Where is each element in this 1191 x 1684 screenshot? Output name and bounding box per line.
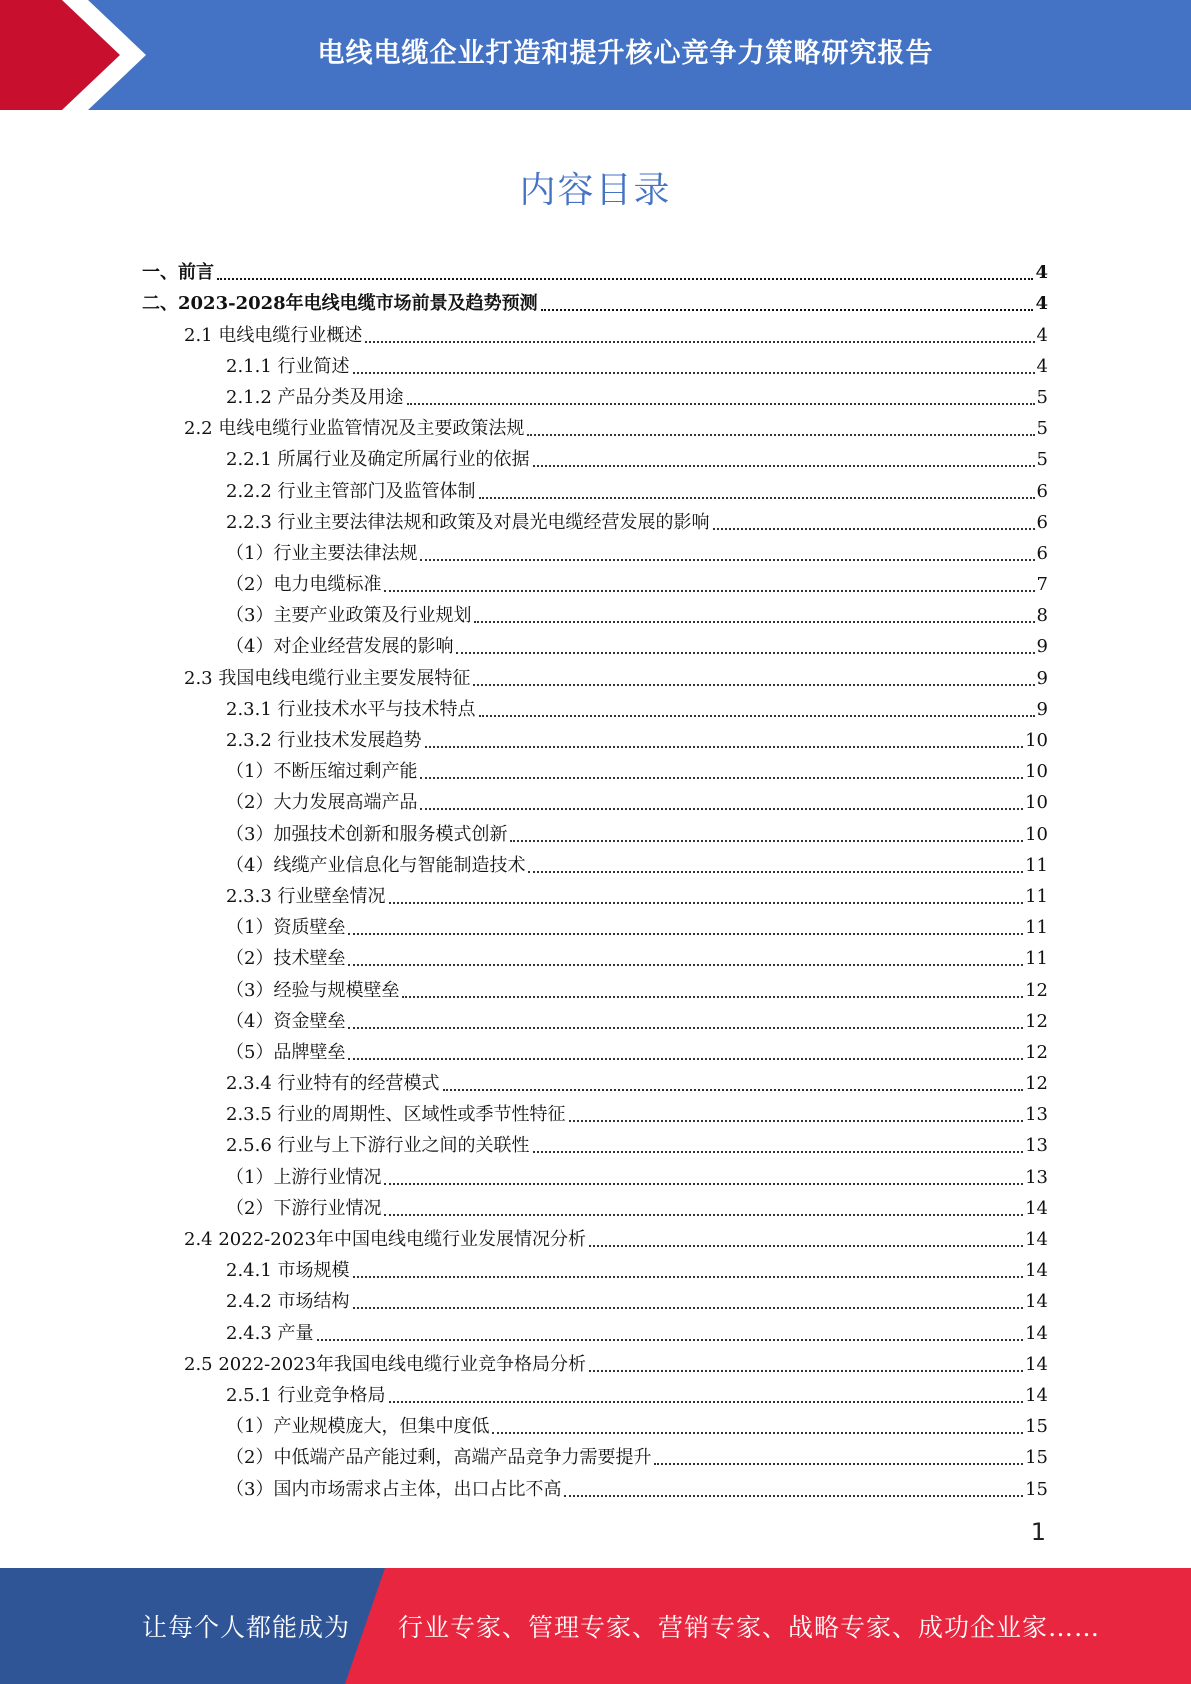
toc-entry-page: 4: [1036, 324, 1048, 346]
toc-entry[interactable]: [0, 378, 1048, 409]
toc-dot-leader: [365, 341, 1034, 343]
toc-dot-leader: [425, 746, 1024, 748]
toc-dot-leader: [713, 528, 1035, 530]
footer-slogan-left: 让每个人都能成为: [142, 1613, 351, 1642]
toc-entry[interactable]: [0, 1345, 1048, 1376]
toc-dot-leader: [217, 278, 1033, 280]
toc-entry-label: （1）资质壁垒: [226, 917, 346, 939]
toc-entry[interactable]: [0, 783, 1048, 814]
toc-entry-page: 12: [1025, 979, 1048, 1001]
toc-entry-page: 4: [1036, 355, 1048, 377]
toc-entry[interactable]: [0, 877, 1048, 908]
toc-entry-page: 7: [1036, 574, 1048, 596]
toc-dot-leader: [456, 652, 1034, 654]
toc-entry-label: （4）资金壁垒: [226, 1010, 346, 1032]
toc-dot-leader: [348, 964, 1023, 966]
toc-entry-label: （5）品牌壁垒: [226, 1041, 346, 1063]
toc-entry-label: 2.1 电线电缆行业概述: [184, 324, 363, 346]
toc-entry-page: 6: [1036, 480, 1048, 502]
toc-dot-leader: [474, 621, 1034, 623]
toc-entry-page: 15: [1025, 1416, 1048, 1438]
toc-heading: 内容目录: [519, 170, 672, 211]
toc-entry[interactable]: [0, 1064, 1048, 1095]
toc-entry-label: （4）线缆产业信息化与智能制造技术: [226, 854, 526, 876]
toc-entry[interactable]: [0, 846, 1048, 877]
report-title: 电线电缆企业打造和提升核心竞争力策略研究报告: [317, 37, 934, 69]
toc-entry-label: 二、2023-2028年电线电缆市场前景及趋势预测: [142, 293, 538, 315]
toc-entry-page: 14: [1025, 1197, 1048, 1219]
toc-entry-label: （2）技术壁垒: [226, 948, 346, 970]
toc-entry-page: 10: [1025, 792, 1048, 814]
toc-entry-label: （1）不断压缩过剩产能: [226, 761, 418, 783]
toc-dot-leader: [420, 559, 1034, 561]
toc-entry[interactable]: [0, 253, 1048, 284]
toc-entry-page: 9: [1036, 698, 1048, 720]
toc-entry-page: 5: [1036, 449, 1048, 471]
toc-dot-leader: [533, 465, 1035, 467]
toc-entry[interactable]: [0, 752, 1048, 783]
toc-entry-label: （2）中低端产品产能过剩，高端产品竞争力需要提升: [226, 1447, 652, 1469]
page-number: 1: [1030, 1518, 1046, 1546]
toc-entry-page: 12: [1025, 1073, 1048, 1095]
toc-dot-leader: [527, 434, 1034, 436]
toc-entry[interactable]: [0, 721, 1048, 752]
toc-entry-label: 2.3 我国电线电缆行业主要发展特征: [184, 667, 471, 689]
toc-entry[interactable]: [0, 503, 1048, 534]
toc-entry-page: 11: [1025, 917, 1048, 939]
toc-dot-leader: [420, 777, 1023, 779]
toc-entry-page: 14: [1025, 1384, 1048, 1406]
toc-entry[interactable]: [0, 1126, 1048, 1157]
toc-entry-page: 11: [1025, 885, 1048, 907]
toc-entry-label: 2.2.1 所属行业及确定所属行业的依据: [226, 449, 530, 471]
toc-dot-leader: [533, 1151, 1024, 1153]
toc-entry-label: （1）产业规模庞大，但集中度低: [226, 1416, 490, 1438]
toc-entry-label: （2）下游行业情况: [226, 1197, 382, 1219]
toc-entry-page: 10: [1025, 823, 1048, 845]
toc-entry-label: 2.3.1 行业技术水平与技术特点: [226, 698, 476, 720]
toc-entry-page: 14: [1025, 1229, 1048, 1250]
toc-dot-leader: [589, 1245, 1023, 1247]
toc-entry-page: 15: [1025, 1478, 1048, 1500]
toc-entry[interactable]: [0, 1189, 1048, 1220]
toc-entry[interactable]: [0, 315, 1048, 346]
toc-dot-leader: [510, 840, 1023, 842]
toc-dot-leader: [654, 1463, 1023, 1465]
toc-entry-label: （3）主要产业政策及行业规划: [226, 605, 472, 627]
toc-dot-leader: [384, 1183, 1023, 1185]
toc-entry-label: （1）上游行业情况: [226, 1166, 382, 1188]
toc-entry-label: 2.5 2022-2023年我国电线电缆行业竞争格局分析: [184, 1353, 587, 1375]
toc-entry-label: （3）加强技术创新和服务模式创新: [226, 823, 508, 845]
toc-entry-label: 2.1.1 行业简述: [226, 355, 350, 377]
toc-entry[interactable]: [0, 908, 1048, 939]
toc-entry[interactable]: [0, 690, 1048, 721]
toc-entry-label: 2.2.2 行业主管部门及监管体制: [226, 480, 476, 502]
toc-entry[interactable]: [0, 534, 1048, 565]
toc-entry[interactable]: [0, 1251, 1048, 1282]
toc-entry-page: 14: [1025, 1260, 1048, 1282]
toc-entry[interactable]: [0, 284, 1048, 315]
toc-entry-page: 13: [1025, 1166, 1048, 1188]
toc-dot-leader: [541, 309, 1034, 311]
toc-entry[interactable]: [0, 596, 1048, 627]
toc-entry[interactable]: [0, 440, 1048, 471]
toc-entry[interactable]: [0, 1438, 1048, 1469]
toc-dot-leader: [353, 1276, 1024, 1278]
toc-entry-label: 2.5.1 行业竞争格局: [226, 1384, 386, 1406]
toc-dot-leader: [569, 1120, 1024, 1122]
toc-entry[interactable]: [0, 658, 1048, 689]
toc-entry[interactable]: [0, 939, 1048, 970]
toc-entry-page: 5: [1036, 418, 1048, 440]
toc-entry-label: 2.4.3 产量: [226, 1322, 314, 1344]
toc-entry-label: 2.3.2 行业技术发展趋势: [226, 730, 422, 751]
toc-entry-label: 一、前言: [142, 262, 214, 284]
toc-dot-leader: [407, 403, 1035, 405]
toc-entry[interactable]: [0, 1282, 1048, 1313]
toc-entry-label: 2.3.5 行业的周期性、区域性或季节性特征: [226, 1104, 566, 1126]
toc-entry[interactable]: [0, 1220, 1048, 1251]
toc-entry-page: 14: [1025, 1291, 1048, 1313]
toc-dot-leader: [479, 715, 1035, 717]
toc-entry[interactable]: [0, 1002, 1048, 1033]
toc-entry[interactable]: [0, 1033, 1048, 1064]
toc-entry[interactable]: [0, 471, 1048, 502]
toc-entry-page: 11: [1025, 948, 1048, 970]
toc-dot-leader: [564, 1495, 1023, 1497]
toc-dot-leader: [317, 1339, 1024, 1341]
toc-dot-leader: [348, 1058, 1023, 1060]
page-footer: [0, 1568, 1191, 1684]
toc-entry-page: 14: [1025, 1322, 1048, 1344]
toc-entry-page: 9: [1036, 667, 1048, 689]
toc-entry-page: 4: [1035, 262, 1048, 284]
toc-dot-leader: [528, 871, 1023, 873]
toc-entry-label: 2.5.6 行业与上下游行业之间的关联性: [226, 1135, 530, 1157]
toc-dot-leader: [492, 1432, 1023, 1434]
toc-entry-page: 15: [1025, 1447, 1048, 1469]
toc-dot-leader: [384, 590, 1034, 592]
toc-dot-leader: [353, 372, 1035, 374]
toc-entry-label: 2.4.2 市场结构: [226, 1291, 350, 1313]
toc-dot-leader: [479, 497, 1035, 499]
toc-entry-label: 2.2 电线电缆行业监管情况及主要政策法规: [184, 418, 525, 440]
toc-dot-leader: [443, 1089, 1024, 1091]
toc-entry-page: 12: [1025, 1010, 1048, 1032]
toc-entry-label: （3）经验与规模壁垒: [226, 979, 400, 1001]
toc-entry[interactable]: [0, 627, 1048, 658]
toc-entry[interactable]: [0, 1095, 1048, 1126]
toc-entry-label: （4）对企业经营发展的影响: [226, 636, 454, 658]
toc-dot-leader: [348, 933, 1023, 935]
toc-entry-page: 10: [1025, 761, 1048, 783]
toc-entry[interactable]: [0, 1407, 1048, 1438]
toc-entry-page: 13: [1025, 1135, 1048, 1157]
toc-entry[interactable]: [0, 347, 1048, 378]
toc-entry-page: 4: [1035, 293, 1048, 315]
toc-entry-label: （2）电力电缆标准: [226, 574, 382, 596]
toc-entry[interactable]: [0, 1376, 1048, 1407]
toc-entry[interactable]: [0, 814, 1048, 845]
toc-dot-leader: [389, 1401, 1024, 1403]
toc-entry-page: 6: [1036, 511, 1048, 533]
toc-dot-leader: [589, 1370, 1023, 1372]
toc-entry-page: 6: [1036, 542, 1048, 564]
toc-entry-label: （1）行业主要法律法规: [226, 542, 418, 564]
toc-entry[interactable]: [0, 409, 1048, 440]
page-header: [0, 0, 1191, 110]
toc-entry-page: 10: [1025, 730, 1048, 751]
toc-dot-leader: [389, 902, 1024, 904]
toc-entry-page: 14: [1025, 1353, 1048, 1375]
toc-dot-leader: [420, 808, 1023, 810]
toc-dot-leader: [402, 996, 1023, 998]
toc-dot-leader: [384, 1214, 1023, 1216]
toc-entry-label: 2.3.3 行业壁垒情况: [226, 885, 386, 907]
toc-entry-label: 2.2.3 行业主要法律法规和政策及对晨光电缆经营发展的影响: [226, 511, 710, 533]
toc-entry-label: （3）国内市场需求占主体，出口占比不高: [226, 1478, 562, 1500]
toc-entry[interactable]: [0, 1469, 1048, 1500]
toc-dot-leader: [348, 1027, 1023, 1029]
toc-entry-page: 9: [1036, 636, 1048, 658]
toc-entry[interactable]: [0, 1157, 1048, 1188]
toc-entry[interactable]: [0, 970, 1048, 1001]
toc-entry-label: （2）大力发展高端产品: [226, 792, 418, 814]
toc-entry-page: 5: [1036, 386, 1048, 408]
toc-entry-page: 13: [1025, 1104, 1048, 1126]
toc-entry-label: 2.4.1 市场规模: [226, 1260, 350, 1282]
toc-entry-page: 8: [1036, 605, 1048, 627]
toc-entry[interactable]: [0, 1313, 1048, 1344]
toc-entry-label: 2.4 2022-2023年中国电线电缆行业发展情况分析: [184, 1229, 587, 1250]
toc-entry-page: 12: [1025, 1041, 1048, 1063]
table-of-contents: [0, 253, 1191, 1501]
toc-entry-label: 2.1.2 产品分类及用途: [226, 386, 404, 408]
toc-dot-leader: [353, 1307, 1024, 1309]
toc-entry[interactable]: [0, 565, 1048, 596]
toc-dot-leader: [473, 684, 1034, 686]
toc-entry-label: 2.3.4 行业特有的经营模式: [226, 1073, 440, 1095]
toc-entry-page: 11: [1025, 854, 1048, 876]
footer-slogan-right: 行业专家、管理专家、营销专家、战略专家、成功企业家……: [398, 1613, 1101, 1642]
